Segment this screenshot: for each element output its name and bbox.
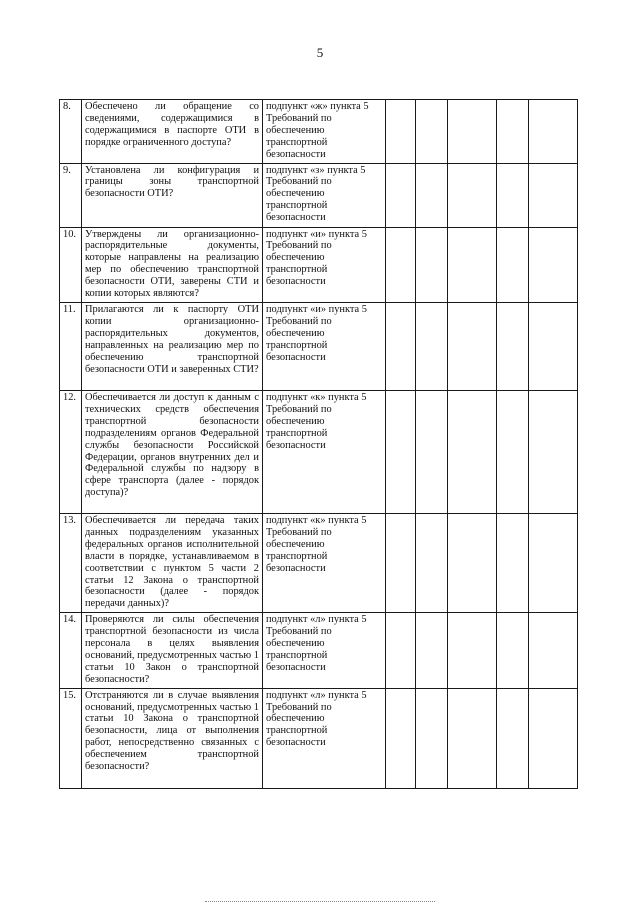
answer-cell[interactable] — [448, 227, 497, 302]
table-row — [60, 390, 578, 513]
row-number: 13. — [60, 513, 82, 612]
answer-cell[interactable] — [416, 513, 448, 612]
requirement-reference: подпункт «л» пункта 5 Требований по обеспечению транспортной безопасности — [263, 613, 386, 688]
answer-cell[interactable] — [497, 513, 529, 612]
answer-cell[interactable] — [529, 513, 578, 612]
answer-cell[interactable] — [386, 513, 416, 612]
requirement-reference: подпункт «ж» пункта 5 Требований по обеспечению транспортной безопасности — [263, 100, 386, 164]
row-number: 14. — [60, 613, 82, 688]
answer-cell[interactable] — [529, 100, 578, 164]
answer-cell[interactable] — [416, 163, 448, 227]
table-row — [60, 163, 578, 227]
answer-cell[interactable] — [448, 100, 497, 164]
answer-cell[interactable] — [386, 227, 416, 302]
answer-cell[interactable] — [529, 227, 578, 302]
row-number: 11. — [60, 302, 82, 390]
answer-cell[interactable] — [529, 613, 578, 688]
question-text: Отстраняются ли в случае выявления оснований, предусмотренных частью 1 статьи 10 Закона о транспортной безопасности, лица от выполнения работ, непосредственно связанных с обеспечением транспортной безопасности? — [82, 688, 263, 788]
answer-cell[interactable] — [497, 100, 529, 164]
question-text: Обеспечивается ли доступ к данным с технических средств обеспечения транспортной безопасности подразделениям органов Федеральной службы безопасности Российской Федерации, органов внутренних дел и Федеральной службы по надзору в сфере транспорта (далее - порядок доступа)? — [82, 390, 263, 513]
row-number: 12. — [60, 390, 82, 513]
answer-cell[interactable] — [416, 613, 448, 688]
requirement-reference: подпункт «л» пункта 5 Требований по обеспечению транспортной безопасности — [263, 688, 386, 788]
question-text: Обеспечивается ли передача таких данных подразделениям указанных федеральных органов исполнительной власти в порядке, устанавливаемом в соответствии с пунктом 5 части 2 статьи 12 Закона о транспортной безопасности (далее - порядок передачи данных)? — [82, 513, 263, 612]
answer-cell[interactable] — [386, 100, 416, 164]
requirement-reference: подпункт «к» пункта 5 Требований по обеспечению транспортной безопасности — [263, 390, 386, 513]
table-row — [60, 613, 578, 688]
requirement-reference: подпункт «з» пункта 5 Требований по обеспечению транспортной безопасности — [263, 163, 386, 227]
answer-cell[interactable] — [416, 688, 448, 788]
answer-cell[interactable] — [386, 390, 416, 513]
page-number: 5 — [316, 45, 324, 60]
requirement-reference: подпункт «к» пункта 5 Требований по обеспечению транспортной безопасности — [263, 513, 386, 612]
requirement-reference: подпункт «и» пункта 5 Требований по обеспечению транспортной безопасности — [263, 227, 386, 302]
question-text: Обеспечено ли обращение со сведениями, содержащимися в содержащимися в паспорте ОТИ в порядке ограниченного доступа? — [82, 100, 263, 164]
answer-cell[interactable] — [448, 688, 497, 788]
table-row — [60, 302, 578, 390]
answer-cell[interactable] — [529, 688, 578, 788]
answer-cell[interactable] — [497, 163, 529, 227]
row-number: 9. — [60, 163, 82, 227]
answer-cell[interactable] — [529, 302, 578, 390]
answer-cell[interactable] — [386, 302, 416, 390]
answer-cell[interactable] — [448, 613, 497, 688]
question-text: Установлена ли конфигурация и границы зоны транспортной безопасности ОТИ? — [82, 163, 263, 227]
answer-cell[interactable] — [386, 163, 416, 227]
answer-cell[interactable] — [416, 227, 448, 302]
table-row — [60, 688, 578, 788]
answer-cell[interactable] — [448, 302, 497, 390]
row-number: 15. — [60, 688, 82, 788]
row-number: 8. — [60, 100, 82, 164]
question-text: Прилагаются ли к паспорту ОТИ копии организационно-распорядительных документов, направленных на реализацию мер по обеспечению транспортной безопасности ОТИ и заверенных СТИ? — [82, 302, 263, 390]
answer-cell[interactable] — [386, 613, 416, 688]
answer-cell[interactable] — [448, 513, 497, 612]
answer-cell[interactable] — [416, 390, 448, 513]
checklist-table — [59, 99, 578, 789]
answer-cell[interactable] — [497, 613, 529, 688]
answer-cell[interactable] — [416, 100, 448, 164]
table-row — [60, 513, 578, 612]
answer-cell[interactable] — [497, 688, 529, 788]
answer-cell[interactable] — [497, 302, 529, 390]
answer-cell[interactable] — [386, 688, 416, 788]
answer-cell[interactable] — [416, 302, 448, 390]
answer-cell[interactable] — [497, 227, 529, 302]
scan-edge-divider — [205, 901, 435, 902]
requirement-reference: подпункт «и» пункта 5 Требований по обеспечению транспортной безопасности — [263, 302, 386, 390]
answer-cell[interactable] — [448, 390, 497, 513]
question-text: Проверяются ли силы обеспечения транспортной безопасности из числа персонала в целях выявления оснований, предусмотренных частью 1 статьи 10 Закон о транспортной безопасности? — [82, 613, 263, 688]
answer-cell[interactable] — [529, 390, 578, 513]
answer-cell[interactable] — [448, 163, 497, 227]
row-number: 10. — [60, 227, 82, 302]
answer-cell[interactable] — [497, 390, 529, 513]
table-row — [60, 227, 578, 302]
answer-cell[interactable] — [529, 163, 578, 227]
question-text: Утверждены ли организационно-распорядительные документы, которые направлены на реализацию мер по обеспечению транспортной безопасности ОТИ, заверены СТИ и копии которых являются? — [82, 227, 263, 302]
table-row — [60, 100, 578, 164]
